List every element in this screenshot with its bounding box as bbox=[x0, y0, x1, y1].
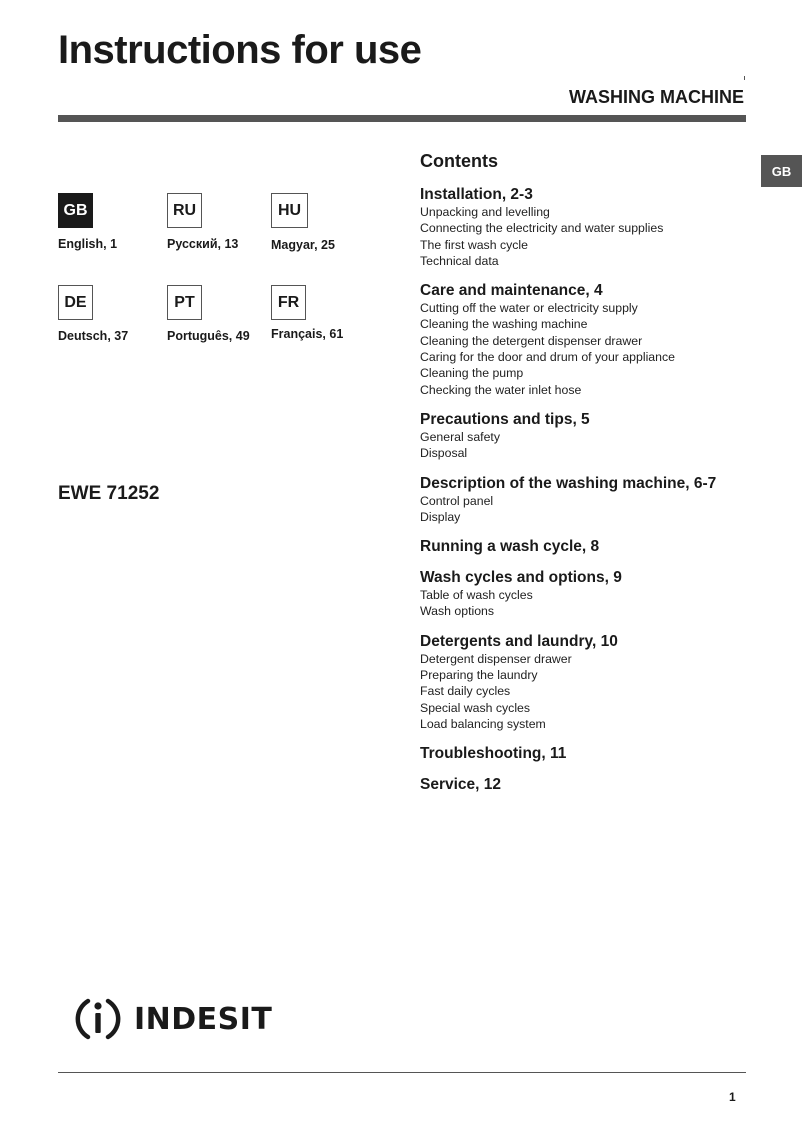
contents-section bbox=[420, 775, 760, 794]
list-item[interactable]: Display bbox=[420, 509, 461, 524]
language-caption: Magyar, 25 bbox=[271, 238, 335, 252]
list-item[interactable]: Unpacking and levelling bbox=[420, 205, 550, 219]
list-item[interactable]: Technical data bbox=[420, 253, 499, 268]
brand-name: INDESIT bbox=[134, 1001, 273, 1037]
list-item[interactable]: Preparing the laundry bbox=[420, 668, 538, 683]
list-item[interactable]: Disposal bbox=[420, 446, 468, 461]
list-item[interactable]: Cleaning the detergent dispenser drawer bbox=[420, 333, 643, 348]
list-item[interactable]: Detergent dispenser drawer bbox=[420, 651, 572, 666]
section-item-list bbox=[420, 587, 760, 620]
list-item[interactable]: Table of wash cycles bbox=[420, 588, 533, 603]
contents-sections bbox=[420, 185, 760, 794]
language-entry-ru[interactable] bbox=[167, 193, 267, 251]
language-code-box: RU bbox=[167, 193, 202, 228]
list-item[interactable]: Caring for the door and drum of your appliance bbox=[420, 350, 675, 365]
section-item-list bbox=[420, 429, 760, 462]
section-title[interactable]: Installation, 2-3 bbox=[420, 186, 533, 203]
page-title: Instructions for use bbox=[58, 28, 422, 72]
bottom-rule bbox=[58, 1072, 746, 1073]
section-item-list bbox=[420, 651, 760, 732]
language-caption: Русский, 13 bbox=[167, 237, 239, 251]
contents-heading: Contents bbox=[420, 151, 498, 171]
language-code-box: HU bbox=[271, 193, 308, 228]
section-item-list bbox=[420, 300, 760, 398]
language-entry-fr[interactable] bbox=[271, 285, 371, 341]
contents-section bbox=[420, 281, 760, 398]
model-number: EWE 71252 bbox=[58, 483, 160, 504]
section-title[interactable]: Wash cycles and options, 9 bbox=[420, 569, 622, 587]
list-item[interactable]: Special wash cycles bbox=[420, 700, 531, 715]
indesit-logo-icon bbox=[72, 993, 124, 1045]
section-title[interactable]: Care and maintenance, 4 bbox=[420, 282, 603, 300]
language-code-box: PT bbox=[167, 285, 202, 320]
language-caption: Français, 61 bbox=[271, 327, 344, 341]
language-entry-hu[interactable] bbox=[271, 193, 371, 252]
section-item-list bbox=[420, 493, 760, 526]
page-subtitle: WASHING MACHINE bbox=[569, 87, 744, 107]
language-caption: English, 1 bbox=[58, 237, 118, 251]
section-title[interactable]: Detergents and laundry, 10 bbox=[420, 632, 618, 650]
section-title[interactable]: Running a wash cycle, 8 bbox=[420, 538, 600, 556]
section-title[interactable]: Service, 12 bbox=[420, 776, 502, 794]
section-item-list bbox=[420, 204, 760, 269]
contents-section bbox=[420, 537, 760, 556]
language-caption: Deutsch, 37 bbox=[58, 329, 129, 343]
contents-section bbox=[420, 632, 760, 732]
list-item[interactable]: Cleaning the pump bbox=[420, 366, 524, 381]
list-item[interactable]: The first wash cycle bbox=[420, 237, 528, 252]
contents-section bbox=[420, 474, 760, 526]
language-entry-de[interactable] bbox=[58, 285, 158, 343]
section-title[interactable]: Precautions and tips, 5 bbox=[420, 410, 590, 428]
list-item[interactable]: Load balancing system bbox=[420, 716, 546, 731]
section-title[interactable]: Troubleshooting, 11 bbox=[420, 745, 567, 763]
language-code-box: GB bbox=[58, 193, 93, 228]
language-side-tab: GB bbox=[761, 155, 802, 187]
list-item[interactable]: Wash options bbox=[420, 604, 495, 619]
tick-mark bbox=[744, 76, 745, 80]
contents-section bbox=[420, 744, 760, 763]
top-rule bbox=[58, 115, 746, 122]
brand-logo bbox=[72, 994, 272, 1044]
contents-section bbox=[420, 185, 760, 269]
language-code-box: DE bbox=[58, 285, 93, 320]
language-entry-gb[interactable] bbox=[58, 193, 158, 251]
list-item[interactable]: Checking the water inlet hose bbox=[420, 382, 582, 397]
contents-section bbox=[420, 568, 760, 620]
list-item[interactable]: Cutting off the water or electricity supply bbox=[420, 301, 638, 316]
contents-section bbox=[420, 410, 760, 462]
section-title[interactable]: Description of the washing machine, 6-7 bbox=[420, 474, 717, 492]
page-number: 1 bbox=[729, 1090, 736, 1104]
list-item[interactable]: Fast daily cycles bbox=[420, 684, 511, 699]
list-item[interactable]: Connecting the electricity and water supplies bbox=[420, 221, 664, 236]
language-entry-pt[interactable] bbox=[167, 285, 267, 343]
language-caption: Português, 49 bbox=[167, 329, 250, 343]
list-item[interactable]: Cleaning the washing machine bbox=[420, 317, 588, 332]
list-item[interactable]: Control panel bbox=[420, 493, 494, 508]
language-code-box: FR bbox=[271, 285, 306, 320]
table-of-contents bbox=[420, 151, 760, 806]
list-item[interactable]: General safety bbox=[420, 429, 500, 444]
